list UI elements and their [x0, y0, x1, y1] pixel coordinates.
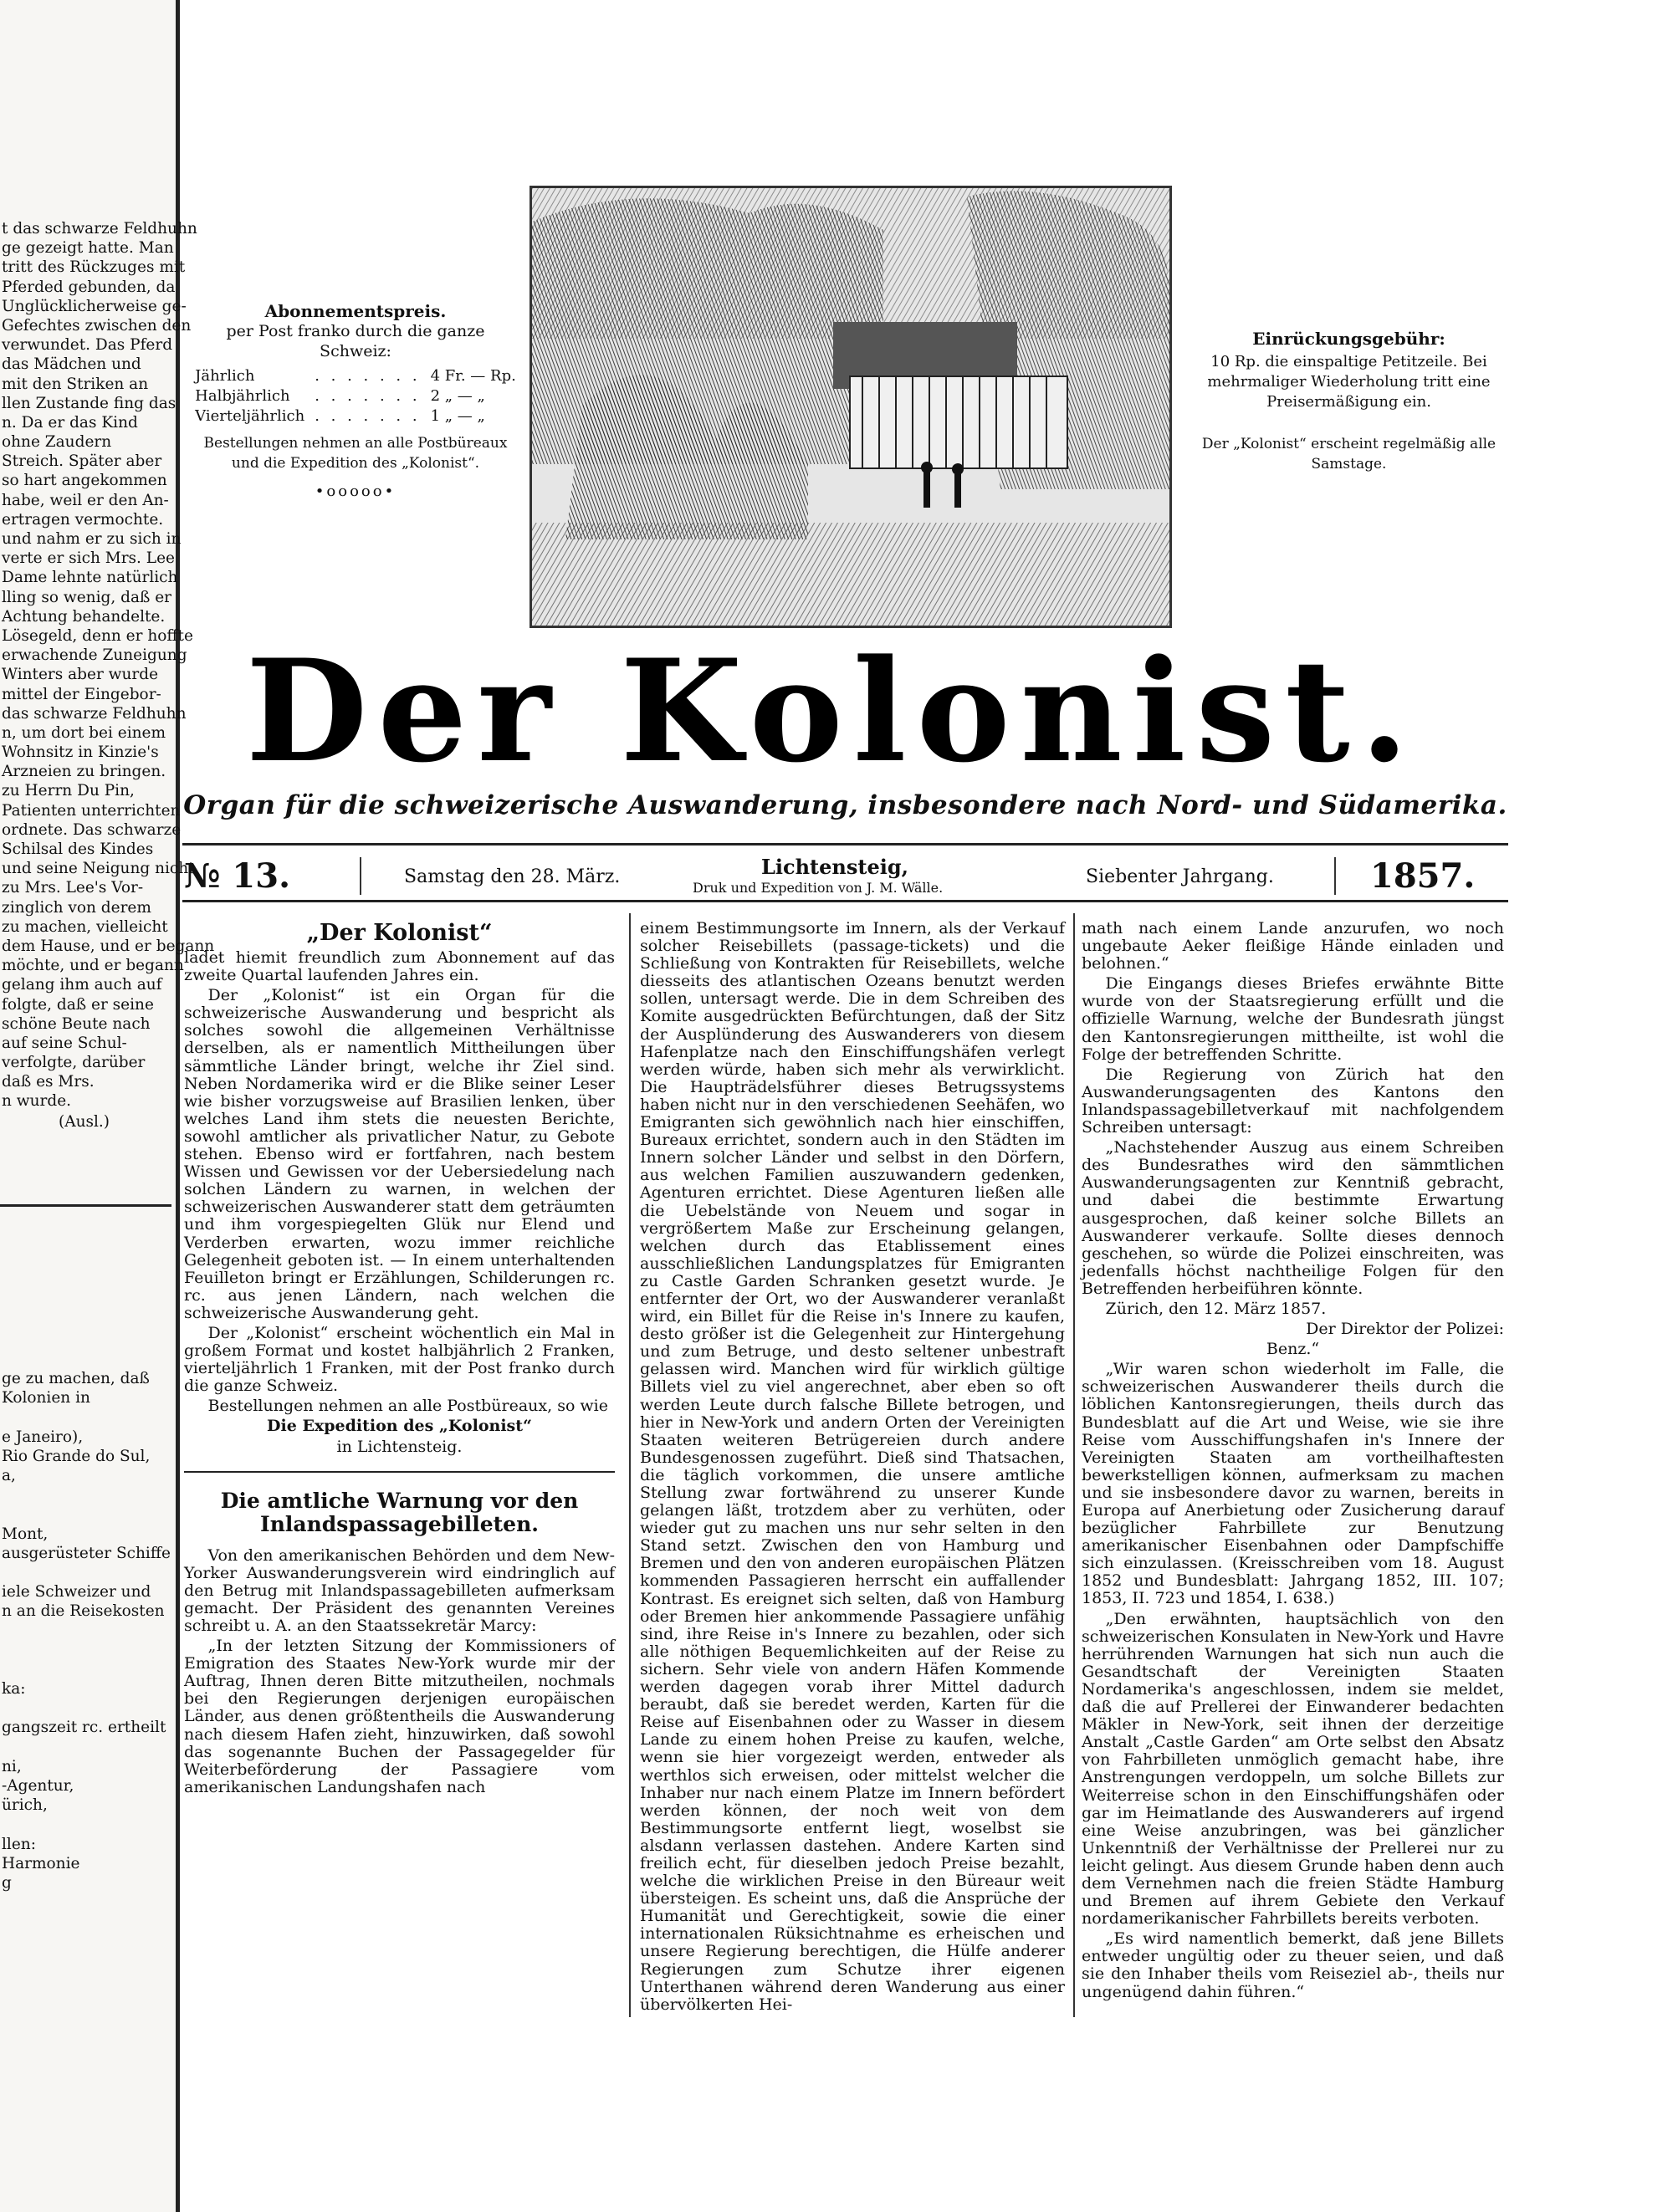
fragment-line: ge zu machen, daß: [2, 1370, 150, 1387]
fragment-line: [2, 1815, 173, 1834]
fragment-line: Wohnsitz in Kinzie's: [2, 743, 159, 762]
fragment-line: n an die Reisekosten: [2, 1602, 165, 1621]
fragment-line: n. Da er das Kind: [2, 413, 138, 432]
fragment-line: ni,: [2, 1757, 22, 1775]
subscription-note: Bestellungen nehmen an alle Postbüreaux und die Expedition des „Kolonist“.: [203, 435, 508, 472]
fragment-line: verfolgte, darüber: [2, 1054, 146, 1072]
fragment-line: Mont,: [2, 1525, 49, 1543]
fragment-divider: [0, 1204, 171, 1207]
fragment-line: zu machen, vielleicht: [2, 917, 168, 936]
fragment-line: Rio Grande do Sul,: [2, 1447, 151, 1465]
fragment-line: gelang ihm auch auf: [2, 976, 162, 994]
fragment-line: und nahm er zu sich in: [2, 530, 182, 548]
tropical-landscape-engraving: [532, 188, 1169, 626]
announcement-intro: ladet hiemit freundlich zum Abonnement auf das zweite Quartal laufenden Jahres ein.: [184, 948, 615, 985]
fragment-line: Kolonien in: [2, 1389, 90, 1407]
fragment-line: ordnete. Das schwarze: [2, 820, 182, 839]
place: Lichtensteig,: [761, 855, 908, 879]
fragment-line: Pferded gebunden, da: [2, 278, 176, 296]
fragment-line: dem Hause, und er begann: [2, 937, 215, 955]
fragment-line: [2, 1641, 173, 1660]
fragment-line: ertragen vermochte.: [2, 510, 164, 529]
fragment-line: Winters aber wurde: [2, 666, 159, 684]
fragment-line: Dame lehnte natürlich: [2, 569, 178, 587]
fragment-line: tritt des Rückzuges mit: [2, 258, 186, 277]
fragment-line: g: [2, 1873, 12, 1892]
price-label: Halbjährlich: [195, 387, 290, 405]
year: 1857.: [1370, 856, 1476, 896]
column-3: [1082, 920, 1504, 2004]
adjacent-page-fragment: [0, 0, 215, 2212]
paragraph: Der „Kolonist“ erscheint wöchentlich ein Mal in großem Format und kostet halbjährlich 2 Franken, vierteljährlich 1 Franken, mit der Post franko durch die ganze Schweiz.: [184, 1323, 615, 1396]
fragment-line: und seine Neigung nicht: [2, 860, 195, 878]
price-row: Jährlich . . . . . . . 4 Fr. — Rp.: [190, 366, 521, 386]
fragment-line: schöne Beute nach: [2, 1014, 151, 1033]
price-value: 1 „ — „: [430, 407, 485, 425]
paragraph: „Wir waren schon wiederholt im Falle, die schweizerischen Auswanderer theils durch die löblichen Kantonsregierungen, theils durch das Bundesblatt auf die Art und Weise, wie sie ihre Reise vom Ausschiffungshafen in's Innere der Vereinigten Staaten am vortheilhaftesten bewerkstelligen können, aufmerksam zu machen und sie insbesondere davor zu warnen, bereits in Europa auf Anerbietung oder Zusicherung darauf bezüglicher Fahrbillete zur Benutzung amerikanischer Eisenbahnen oder Dampfschiffe sich einzulassen. (Kreisschreiben vom 18. August 1852 und Bundesblatt: Jahrgang 1852, III. 107; 1853, II. 723 und 1854, I. 638.): [1082, 1360, 1504, 1608]
fragment-line: t das schwarze Feldhuhn: [2, 220, 197, 238]
price-value: 4 Fr. — Rp.: [430, 367, 516, 385]
header-engraving: [530, 186, 1172, 628]
ad-fee-box: [1188, 329, 1510, 474]
fragment-line: daß es Mrs.: [2, 1073, 95, 1091]
fragment-line: [2, 1660, 173, 1679]
column-2: [640, 920, 1065, 2016]
fragment-line: ürich,: [2, 1796, 48, 1815]
paragraph: Die Regierung von Zürich hat den Auswanderungsagenten des Kantons den Inlandspassagebilletverkauf mit nachfolgendem Schreiben untersagt:: [1082, 1065, 1504, 1137]
fragment-line: Patienten unterrichten: [2, 801, 181, 820]
price-label: Vierteljährlich: [195, 407, 305, 425]
issue-number: № 13.: [184, 856, 290, 896]
subscription-intro: per Post franko durch die ganze Schweiz:: [226, 322, 485, 360]
fragment-line: [2, 1407, 173, 1427]
fragment-line: Unglücklicherweise ge-: [2, 297, 187, 315]
fragment-line: Gefechtes zwischen den: [2, 316, 192, 335]
fragment-line: das schwarze Feldhuhn: [2, 704, 187, 723]
price-row: Vierteljährlich . . . . . . . 1 „ — „: [190, 406, 521, 427]
volume: Siebenter Jahrgang.: [1086, 866, 1274, 887]
issue-bar: [182, 855, 1508, 897]
fragment-line: e Janeiro),: [2, 1428, 84, 1446]
fragment-line: erwachende Zuneigung: [2, 646, 187, 665]
fragment-line: gangszeit rc. ertheilt: [2, 1719, 166, 1737]
paragraph: „In der letzten Sitzung der Kommissioners of Emigration des Staates New-York wurde mir der Auftrag, Ihnen deren Bitte mitzutheilen, nochmals bei den Regierungen derjenigen europäischen Länder, aus denen größtentheils die Auswanderung nach diesem Hafen zieht, hinzuwirken, daß sowohl das sogenannte Buchen der Passagegelder für Weiterbeförderung der Passagiere vom amerikanischen Landungshafen nach: [184, 1637, 615, 1796]
paragraph: „Den erwähnten, hauptsächlich von den schweizerischen Konsulaten in New-York und Havre herrührenden Warnungen hat sich nun auch die Gesandtschaft der Vereinigten Staaten Nordamerika's angeschlossen, indem sie meldet, daß die auf Prellerei der Einwanderer bedachten Mäkler in New-York, seit ihnen der derzeitige Anstalt „Castle Garden“ am Orte selbst den Absatz von Fahrbilleten unmöglich gemacht habe, ihre Anstrengungen verdoppeln, um solche Billets zur Weiterreise schon in den Einschiffungshäfen oder gar im Heimatlande des Auswanderers auf irgend eine Weise anzubringen, was bei gänzlicher Unkenntniß der Verhältnisse der Prellerei nur zu leicht gelingt. Aus diesem Grunde haben denn auch dem Vernehmen nach die freien Städte Hamburg und Bremen auf ihrem Gebiete den Verkauf nordamerikanischer Fahrbillets bereits verboten.: [1082, 1609, 1504, 1928]
fragment-line: [2, 1738, 173, 1757]
dateline: Zürich, den 12. März 1857.: [1105, 1299, 1327, 1318]
fragment-line: folgte, daß er seine: [2, 995, 154, 1014]
fragment-line: llen Zustande fing das: [2, 394, 177, 412]
paragraph: Bestellungen nehmen an alle Postbüreaux, so wie: [207, 1397, 609, 1416]
fragment-line: habe, weil er den An-: [2, 491, 169, 509]
publication-schedule: Der „Kolonist“ erscheint regelmäßig alle Samstage.: [1201, 436, 1496, 473]
fragment-line: Streich. Später aber: [2, 452, 162, 471]
fragment-line: [2, 1485, 173, 1504]
paragraph: einem Bestimmungsorte im Innern, als der Verkauf solcher Reisebillets (passage-tickets) und die Schließung von Kontrakten für Reisebillets, welche diesseits des atlantischen Ozeans benutzt werden sollen, untersagt werde. Die in dem Schreiben des Komite ausgedrückten Befürchtungen, daß der Sitz der Ausplünderung des Auswanderers von diesem Hafenplatze nach den Einschiffungshäfen verlegt werden würde, haben sich mehr als verwirklicht. Die Haupträdelsführer dieses Betrugssystems haben nicht nur in den verschiedenen Seehäfen, wo Emigranten sich gewöhnlich nach hier einschiffen, Bureaux errichtet, sondern auch in den Städten im Innern solcher Länder und selbst in den Dörfern, aus welchen Familien auszuwandern gedenken, Agenturen errichtet. Diese Agenturen ließen alle die Uebelstände von Neuem und sogar in vergrößertem Maße zur Erscheinung gelangen, welchen durch das Etablissement eines ausschließlichen Landungsplatzes für Emigranten zu Castle Garden Schranken gesetzt wurde. Je entfernter der Ort, wo der Auswanderer veranlaßt wird, ein Billet für die Reise in's Innere zu kaufen, desto größer ist die Gelegenheit zur Hintergehung und zum Betruge, und desto seltener unbestraft gelassen wird. Manchen wird für wirklich gültige Billets viel zu viel angerechnet, aber eben so oft werden Leute durch falsche Billete betrogen, und hier in New-York und andern Orten der Vereinigten Staaten weiteren Betrügereien durch andere Bundesgenossen zugeführt. Dieß sind Thatsachen, die täglich vorkommen, die unsere amtliche Stellung zwar fortwährend zu unserer Kunde gelangen läßt, trotzdem aber zu verhüten, oder wieder gut zu machen uns nur sehr selten in den Stand setzt. Zwischen den von Hamburg und Bremen und den von anderen europäischen Plätzen kommenden Passagieren herrscht ein auffallender Kontrast. Es ereignet sich selten, daß von Hamburg oder Bremen hier ankommende Passagiere unfähig sind, ihre Reise in's Innere zu bezahlen, oder sich alle nöthigen Bequemlichkeiten auf der Reise zu sichern. Sehr viele von andern Häfen Kommende werden dagegen vorab ihrer Mittel dadurch beraubt, daß sie beredet werden, Karten für die Reise auf Eisenbahnen oder zu Wasser in diesem Lande zu einem hohen Preise zu kaufen, welche, wenn sie hier vorgezeigt werden, entweder als werthlos sich erweisen, oder mittelst welcher die Inhaber nur nach einem Platze im Innern befördert werden können, der noch weit von dem Bestimmungsorte entfernt liegt, woselbst sie alsdann verlassen dastehen. Andere Karten sind freilich echt, für dieselben jedoch Preise bezahlt, welche die wirklichen Preise in den Büreaur weit übersteigen. Es scheint uns, daß die Ansprüche der Humanität und Gerechtigkeit, sowie die einer internationalen Rüksichtnahme es erheischen und unsere Regierung berechtigen, die Hülfe anderer Regierungen zum Schutze ihrer eigenen Unterthanen während deren Wanderung aus einer übervölkerten Hei-: [640, 919, 1065, 2014]
fragment-line: Harmonie: [2, 1854, 80, 1872]
fragment-line: [2, 1621, 173, 1640]
fragment-signoff: (Ausl.): [59, 1113, 110, 1131]
price-label: Jährlich: [195, 367, 255, 385]
fragment-line: verwundet. Das Pferd: [2, 336, 173, 355]
ornament: •ooooo•: [315, 483, 397, 500]
column-1: [184, 920, 615, 1799]
signature-name: Benz.“: [1266, 1340, 1320, 1359]
header-rule-bottom: [182, 900, 1508, 902]
fragment-line: Lösegeld, denn er hoffte: [2, 626, 193, 645]
fragment-line: ge gezeigt hatte. Man: [2, 239, 174, 258]
fragment-line: möchte, und er begann: [2, 957, 184, 975]
fragment-line: -Agentur,: [2, 1776, 74, 1795]
paragraph: Von den amerikanischen Behörden und dem New-Yorker Auswanderungsverein wird eindringlich auf den Betrug mit Inlandspassagebilleten aufmerksam gemacht. Der Präsident des genannten Vereines schreibt u. A. an den Staatssekretär Marcy:: [184, 1545, 615, 1635]
fragment-line: n wurde.: [2, 1092, 72, 1111]
fragment-line: so hart angekommen: [2, 472, 167, 490]
subscription-price-box: [188, 301, 523, 502]
issue-bar-divider: [360, 857, 361, 895]
fragment-line: [2, 1699, 173, 1718]
fragment-line: iele Schweizer und: [2, 1583, 151, 1602]
fragment-line: zu Mrs. Lee's Vor-: [2, 879, 144, 897]
price-row: Halbjährlich . . . . . . . 2 „ — „: [190, 386, 521, 406]
subscription-price-table: [190, 366, 521, 427]
announcement-heading: „Der Kolonist“: [306, 920, 493, 946]
paragraph: „Es wird namentlich bemerkt, daß jene Billets entweder ungültig oder zu theuer seien, und daß sie den Inhaber theils vom Reiseziel ab-, theils nur ungenügend dahin führen.“: [1082, 1929, 1504, 2001]
column-divider: [1073, 913, 1075, 2017]
signature-title: Der Direktor der Polizei:: [1306, 1320, 1504, 1339]
section-divider: [184, 1471, 615, 1473]
fragment-line: zu Herrn Du Pin,: [2, 782, 135, 800]
fragment-line: llen:: [2, 1835, 36, 1853]
announcement-signature-place: in Lichtensteig.: [336, 1437, 463, 1456]
paragraph: Der „Kolonist“ ist ein Organ für die schweizerische Auswanderung und bespricht als solches sowohl die allgemeinen Verhältnisse derselben, als er namentlich Mittheilungen über sämmtliche Länder bringt, welche ihr Ziel sind. Neben Nordamerika wird er die Blike seiner Leser wie bisher vorzugsweise auf Brasilien lenken, über welches Land ihm stets die neuesten Berichte, sowohl amtlicher als privatlicher Natur, zu Gebote stehen. Ebenso wird er fortfahren, nach bestem Wissen und Gewissen vor der Uebersiedelung nach solchen Ländern zu warnen, in welchen der schweizerischen Auswanderer statt dem geträumten und ihm vorgespiegelten Glük nur Elend und Verderben erwarten, wozu immer reichliche Gelegenheit geboten ist. — In einem unterhaltenden Feuilleton bringt er Erzählungen, Schilderungen rc. rc. aus jenen Ländern, nach welchen die schweizerische Auswanderung geht.: [184, 986, 615, 1322]
fragment-line: Arzneien zu bringen.: [2, 763, 166, 781]
fragment-line: ohne Zaudern: [2, 433, 112, 452]
fragment-line: das Mädchen und: [2, 355, 141, 374]
fragment-line: [2, 1504, 173, 1524]
issue-bar-divider: [1334, 857, 1336, 895]
fragment-line: [2, 1563, 173, 1582]
paragraph: „Nachstehender Auszug aus einem Schreiben des Bundesrathes wird den sämmtlichen Auswanderungsagenten zur Kenntniß gebracht, und dabei die bestimmte Erwartung ausgesprochen, daß keiner solche Billets an Auswanderer verkaufe. Sollte dieses dennoch geschehen, so würde die Polizei einschreiten, was jedenfalls höchst nachtheilige Folgen für den Betreffenden herbeiführen könnte.: [1082, 1138, 1504, 1298]
issue-date: Samstag den 28. März.: [404, 866, 621, 887]
fragment-line: lling so wenig, daß er: [2, 588, 172, 606]
column-divider: [629, 913, 631, 2017]
ad-fee-title: Einrückungsgebühr:: [1252, 329, 1445, 349]
fragment-line: Schilsal des Kindes: [2, 840, 154, 858]
fragment-line: verte er sich Mrs. Lee: [2, 549, 175, 568]
header-rule-top: [182, 843, 1508, 845]
announcement-signature: Die Expedition des „Kolonist“: [267, 1417, 532, 1436]
fragment-column-top: [2, 219, 215, 1111]
printer: Druk und Expedition von J. M. Wälle.: [693, 880, 944, 896]
article-title: Die amtliche Warnung vor den Inlandspassagebilleten.: [220, 1488, 579, 1536]
subscription-title: Abonnementspreis.: [264, 301, 447, 321]
fragment-line: a,: [2, 1466, 16, 1484]
fragment-column-bottom: [2, 1369, 173, 1893]
paragraph: math nach einem Lande anzurufen, wo noch ungebaute Aeker fleißige Hände einladen und belohnen.“: [1082, 919, 1504, 973]
fragment-line: n, um dort bei einem: [2, 723, 166, 742]
fragment-line: auf seine Schul-: [2, 1034, 127, 1052]
paragraph: Die Eingangs dieses Briefes erwähnte Bitte wurde von der Staatsregierung erfüllt und die offizielle Warnung, welche der Bundesrath jüngst den Kantonsregierungen mittheilte, ist wohl die Folge der betreffenden Schritte.: [1082, 974, 1504, 1064]
fragment-line: zinglich von derem: [2, 898, 151, 917]
masthead-title: Der Kolonist.: [245, 628, 1420, 794]
fragment-line: Achtung behandelte.: [2, 607, 166, 626]
price-value: 2 „ — „: [430, 387, 485, 405]
fragment-line: mit den Striken an: [2, 375, 149, 393]
fragment-line: ausgerüsteter Schiffe: [2, 1544, 171, 1562]
tagline: Organ für die schweizerische Auswanderung, insbesondere nach Nord- und Südamerika.: [183, 790, 1507, 820]
ad-fee-text: 10 Rp. die einspaltige Petitzeile. Bei mehrmaliger Wiederholung tritt eine Preisermäßigung ein.: [1207, 353, 1491, 411]
fragment-line: mittel der Eingebor-: [2, 685, 161, 703]
fragment-line: ka:: [2, 1680, 26, 1698]
